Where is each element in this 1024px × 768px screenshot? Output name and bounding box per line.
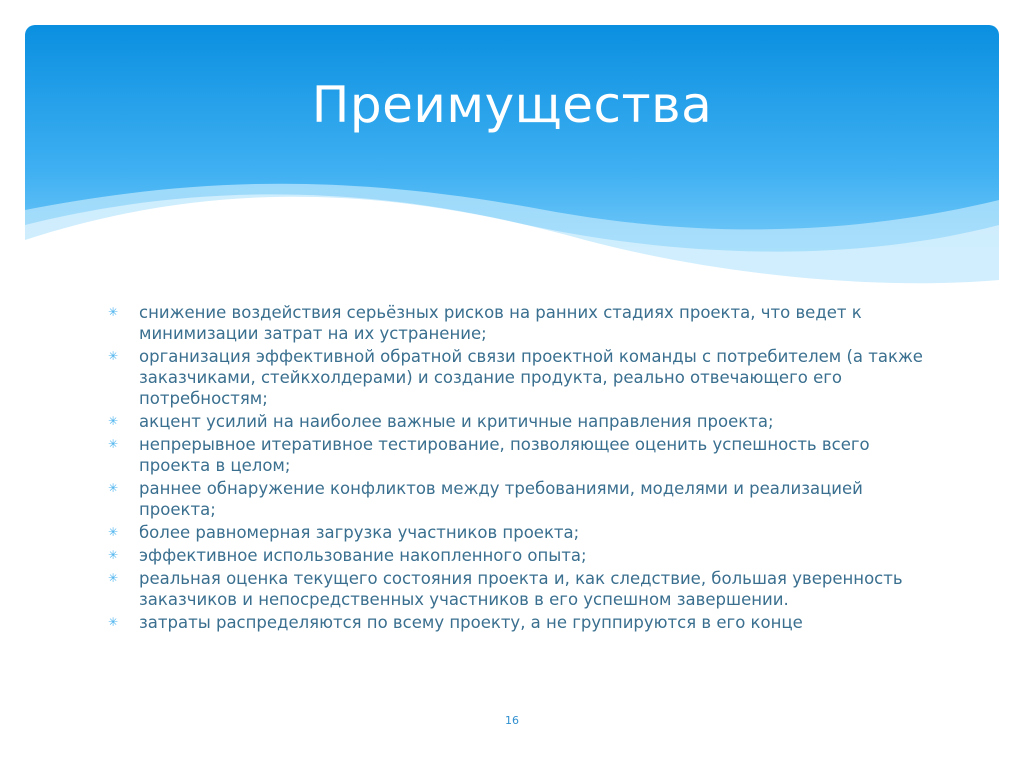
list-item-text: более равномерная загрузка участников проекта;	[139, 523, 580, 542]
title-banner	[25, 25, 999, 290]
bullet-list	[108, 302, 938, 635]
page-number: 16	[505, 714, 519, 727]
list-item-text: организация эффективной обратной связи проектной команды с потребителем (а также заказчиками, стейкхолдерами) и создание продукта, реально отвечающего его потребностям;	[139, 347, 923, 408]
list-item-text: эффективное использование накопленного опыта;	[139, 546, 587, 565]
asterisk-bullet-icon: ✳	[108, 437, 119, 451]
asterisk-bullet-icon: ✳	[108, 305, 119, 319]
list-item-text: затраты распределяются по всему проекту, а не группируются в его конце	[139, 613, 803, 632]
list-item	[108, 302, 938, 344]
list-item	[108, 568, 938, 610]
list-item-text: реальная оценка текущего состояния проекта и, как следствие, большая уверенность заказчиков и непосредственных участников в его успешном завершении.	[139, 569, 903, 609]
slide-title: Преимущества	[311, 76, 713, 134]
list-item	[108, 478, 938, 520]
asterisk-bullet-icon: ✳	[108, 414, 119, 428]
list-item	[108, 545, 938, 566]
asterisk-bullet-icon: ✳	[108, 615, 119, 629]
asterisk-bullet-icon: ✳	[108, 481, 119, 495]
asterisk-bullet-icon: ✳	[108, 349, 119, 363]
list-item-text: акцент усилий на наиболее важные и критичные направления проекта;	[139, 412, 774, 431]
list-item	[108, 346, 938, 409]
wave-background	[25, 25, 999, 290]
list-item	[108, 522, 938, 543]
list-item	[108, 434, 938, 476]
list-item	[108, 411, 938, 432]
asterisk-bullet-icon: ✳	[108, 548, 119, 562]
asterisk-bullet-icon: ✳	[108, 571, 119, 585]
asterisk-bullet-icon: ✳	[108, 525, 119, 539]
list-item-text: раннее обнаружение конфликтов между требованиями, моделями и реализацией проекта;	[139, 479, 863, 519]
list-item-text: непрерывное итеративное тестирование, позволяющее оценить успешность всего проекта в целом;	[139, 435, 870, 475]
list-item-text: снижение воздействия серьёзных рисков на ранних стадиях проекта, что ведет к минимизации затрат на их устранение;	[139, 303, 862, 343]
list-item	[108, 612, 938, 633]
